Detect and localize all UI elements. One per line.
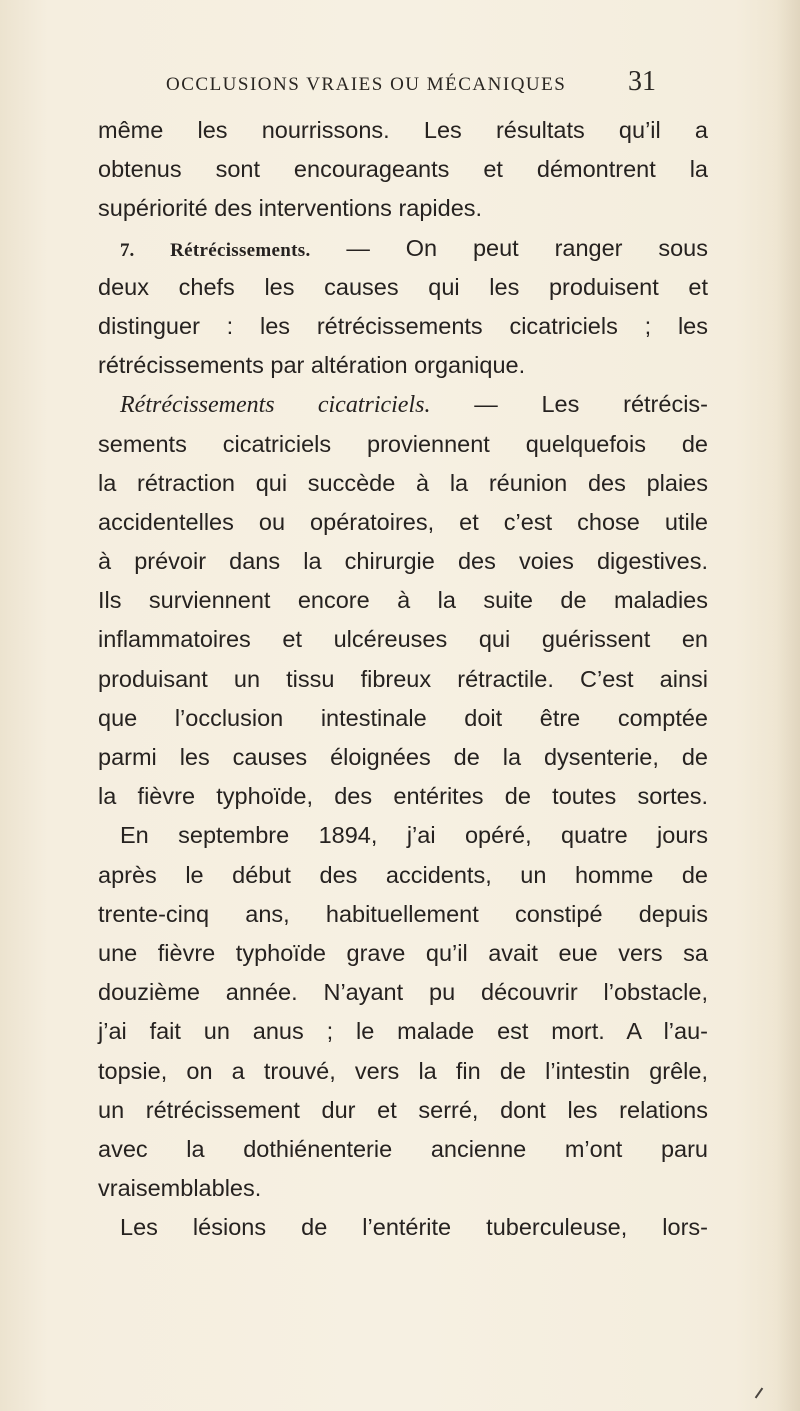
text-line: inflammatoires et ulcéreuses qui guérissent en xyxy=(98,626,708,653)
text-fragment: — On peut ranger sous xyxy=(346,234,709,261)
text-line: Ils surviennent encore à la suite de maladies xyxy=(98,587,708,614)
text-line: un rétrécissement dur et serré, dont les relations xyxy=(98,1096,708,1123)
section-number: 7. xyxy=(120,239,135,261)
text-fragment: — Les rétrécis- xyxy=(474,391,708,418)
text-line: produisant un tissu fibreux rétractile. C’est ainsi xyxy=(98,665,708,692)
text-line: une fièvre typhoïde grave qu’il avait eue vers sa xyxy=(98,939,708,966)
subsection-heading: Rétrécissements cicatriciels. xyxy=(120,392,431,419)
section-heading-line xyxy=(98,229,708,268)
text-line: Les lésions de l’entérite tuberculeuse, lors- xyxy=(120,1214,708,1241)
text-line: trente-cinq ans, habituellement constipé depuis xyxy=(98,900,708,927)
text-line: parmi les causes éloignées de la dysenterie, de xyxy=(98,744,708,770)
text-line: avec la dothiénenterie ancienne m’ont paru xyxy=(98,1135,708,1162)
text-line: supériorité des interventions rapides. xyxy=(98,195,483,222)
subsection-heading-line xyxy=(98,385,708,424)
section-heading: Rétrécissements. xyxy=(170,239,311,261)
text-line: vraisemblables. xyxy=(98,1175,262,1202)
text-line: sements cicatriciels proviennent quelquefois de xyxy=(98,430,708,457)
text-line: j’ai fait un anus ; le malade est mort. A l’au- xyxy=(98,1018,708,1045)
text-line: la rétraction qui succède à la réunion des plaies xyxy=(98,469,708,496)
text-line: après le début des accidents, un homme de xyxy=(98,861,708,888)
page-header xyxy=(166,66,656,106)
text-line: obtenus sont encourageants et démontrent la xyxy=(98,156,708,183)
text-line: à prévoir dans la chirurgie des voies digestives. xyxy=(98,548,708,575)
text-line: douzième année. N’ayant pu découvrir l’obstacle, xyxy=(98,979,708,1006)
text-line: même les nourrissons. Les résultats qu’il a xyxy=(98,117,708,143)
body-text xyxy=(98,111,708,1247)
running-title: OCCLUSIONS VRAIES OU MÉCANIQUES xyxy=(166,74,567,95)
text-line: distinguer : les rétrécissements cicatriciels ; les xyxy=(98,312,708,339)
text-line: la fièvre typhoïde, des entérites de toutes sortes. xyxy=(98,783,708,810)
text-line: accidentelles ou opératoires, et c’est chose utile xyxy=(98,508,708,535)
text-line: rétrécissements par altération organique. xyxy=(98,352,526,379)
pencil-mark xyxy=(755,1388,764,1399)
text-line: deux chefs les causes qui les produisent et xyxy=(98,273,708,300)
text-line: topsie, on a trouvé, vers la fin de l’intestin grêle, xyxy=(98,1057,708,1084)
text-line: En septembre 1894, j’ai opéré, quatre jours xyxy=(120,822,708,849)
page-number: 31 xyxy=(628,66,656,97)
page-edge-shadow xyxy=(776,0,800,1411)
text-line: que l’occlusion intestinale doit être comptée xyxy=(98,704,708,731)
